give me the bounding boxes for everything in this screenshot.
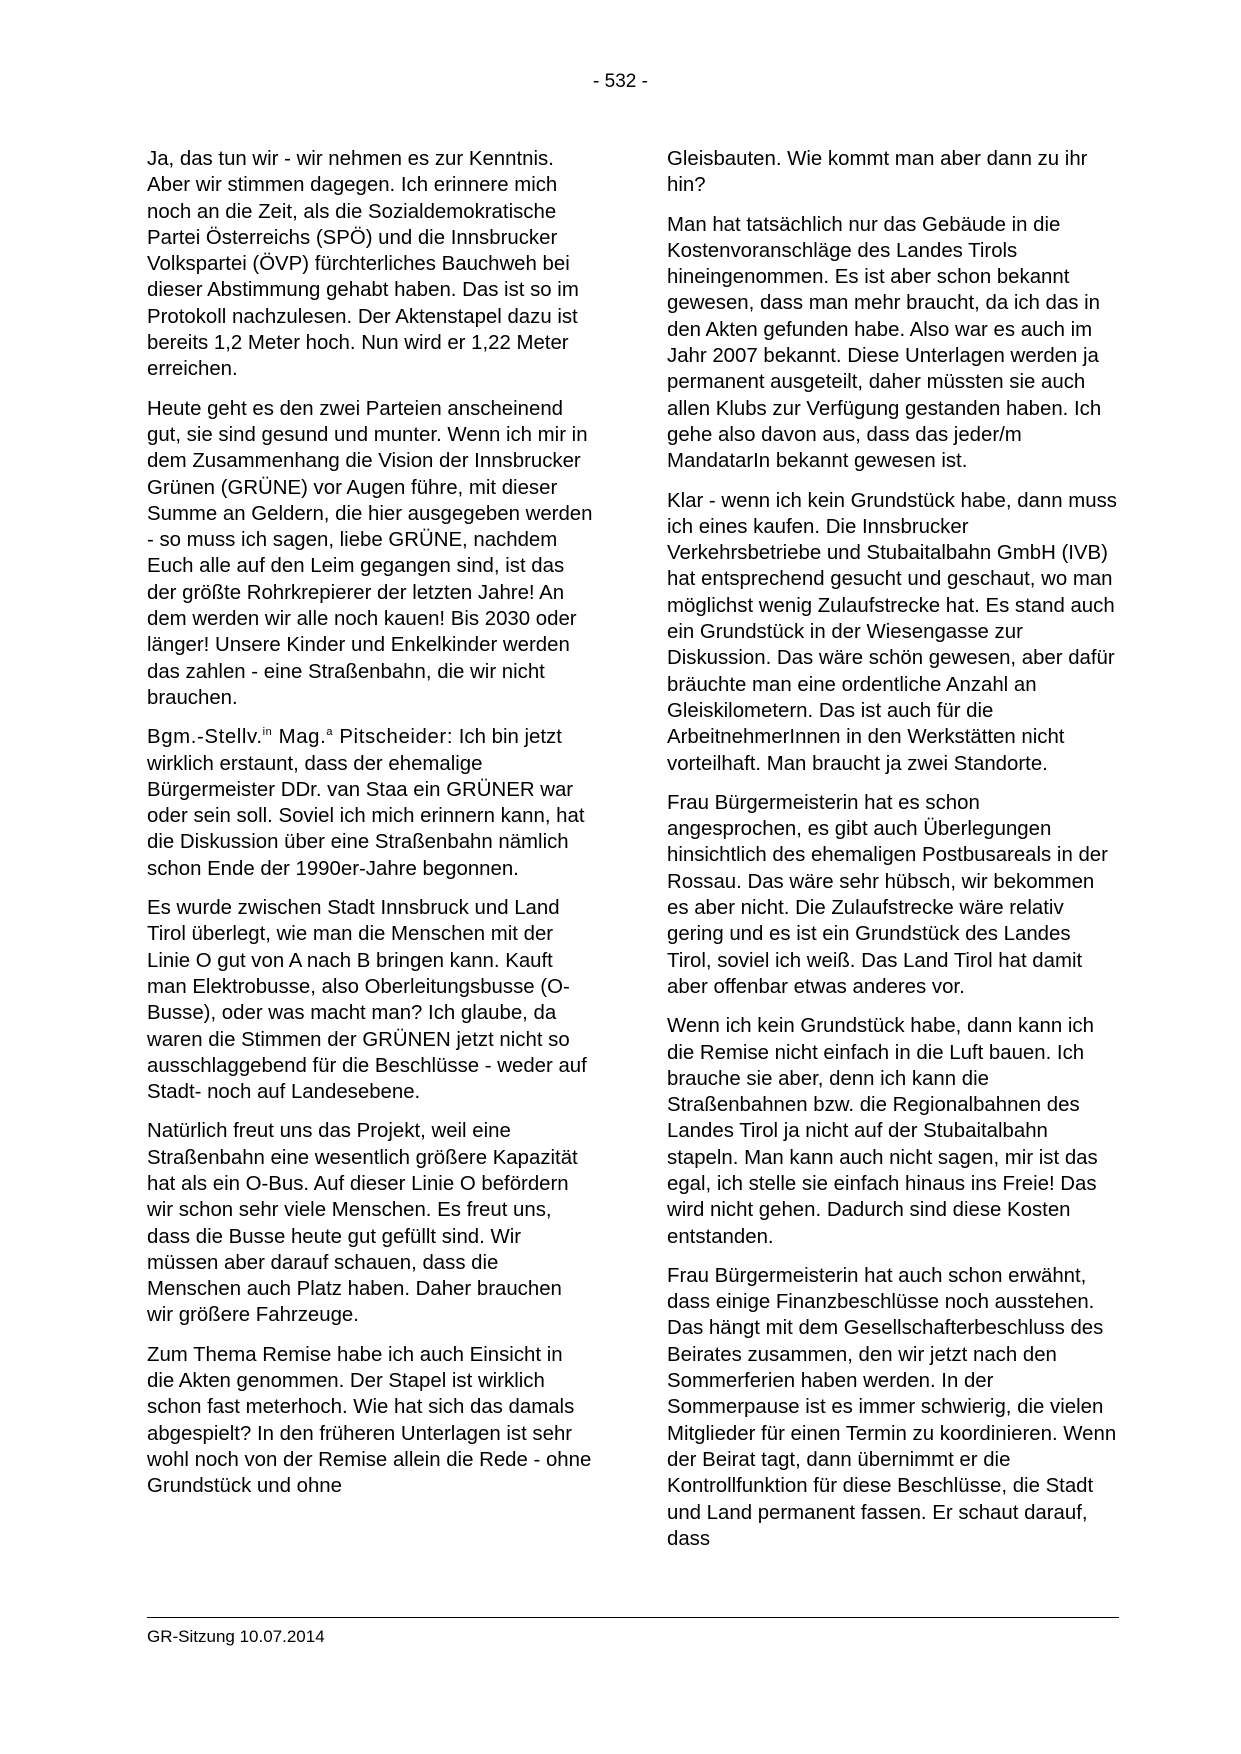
paragraph: Klar - wenn ich kein Grundstück habe, dann muss ich eines kaufen. Die Innsbrucker Verkehrsbetriebe und Stubaitalbahn GmbH (IVB) hat entsprechend gesucht und geschaut, wo man möglichst wenig Zulaufstrecke hat. Es stand auch ein Grundstück in der Wiesengasse zur Diskussion. Das wäre schön gewesen, aber dafür bräuchte man eine ordentliche Anzahl an Gleiskilometern. Das ist auch für die ArbeitnehmerInnen in den Werkstätten nicht vorteilhaft. Man braucht ja zwei Standorte. xyxy=(667,489,1117,775)
superscript: a xyxy=(326,726,334,739)
speaker-title: Bgm.-Stellv. xyxy=(147,726,263,749)
paragraph: Natürlich freut uns das Projekt, weil eine Straßenbahn eine wesentlich größere Kapazität hat als ein O-Bus. Auf dieser Linie O befördern wir schon sehr viele Menschen. Es freut uns, dass die Busse heute gut gefüllt sind. Wir müssen aber darauf schauen, dass die Menschen auch Platz haben. Daher brauchen wir größere Fahrzeuge. xyxy=(147,1120,578,1327)
paragraph: Zum Thema Remise habe ich auch Einsicht in die Akten genommen. Der Stapel ist wirklich schon fast meterhoch. Wie hat sich das damals abgespielt? In den früheren Unterlagen ist sehr wohl noch von der Remise allein die Rede - ohne Grundstück und ohne xyxy=(147,1343,592,1498)
page-number: - 532 - xyxy=(593,71,648,92)
paragraph: Man hat tatsächlich nur das Gebäude in die Kostenvoranschläge des Landes Tirols hineingenommen. Es ist aber schon bekannt gewesen, dass man mehr braucht, da ich das in den Akten gefunden habe. Also war es auch im Jahr 2007 bekannt. Diese Unterlagen werden ja permanent ausgeteilt, daher müssten sie auch allen Klubs zur Verfügung gestanden haben. Ich gehe also davon aus, dass das jeder/m MandatarIn bekannt gewesen ist. xyxy=(667,213,1102,473)
paragraph: Frau Bürgermeisterin hat auch schon erwähnt, dass einige Finanzbeschlüsse noch ausstehen. Das hängt mit dem Gesellschafterbeschluss des Beirates zusammen, den wir jetzt nach den Sommerferien haben werden. In der Sommerpause ist es immer schwierig, die vielen Mitglieder für einen Termin zu koordinieren. Wenn der Beirat tagt, dann übernimmt er die Kontrollfunktion für diese Beschlüsse, die Stadt und Land permanent fassen. Er schaut darauf, dass xyxy=(667,1264,1117,1550)
paragraph: Heute geht es den zwei Parteien anscheinend gut, sie sind gesund und munter. Wenn ich mir in dem Zusammenhang die Vision der Innsbrucker Grünen (GRÜNE) vor Augen führe, mit dieser Summe an Geldern, die hier ausgegeben werden - so muss ich sagen, liebe GRÜNE, nachdem Euch alle auf den Leim gegangen sind, ist das der größte Rohrkrepierer der letzten Jahre! An dem werden wir alle noch kauen! Bis 2030 oder länger! Unsere Kinder und Enkelkinder werden das zahlen - eine Straßenbahn, die wir nicht brauchen. xyxy=(147,397,593,709)
speech-text: Ich bin jetzt wirklich erstaunt, dass der ehemalige Bürgermeister DDr. van Staa ein GRÜNER war oder sein soll. Soviel ich mich erinnern kann, hat die Diskussion über eine Straßenbahn nämlich schon Ende der 1990er-Jahre begonnen. xyxy=(147,726,585,880)
paragraph: Wenn ich kein Grundstück habe, dann kann ich die Remise nicht einfach in die Luft bauen. Ich brauche sie aber, denn ich kann die Straßenbahnen bzw. die Regionalbahnen des Landes Tirol ja nicht auf der Stubaitalbahn stapeln. Man kann auch nicht sagen, mir ist das egal, ich stelle sie einfach hinaus ins Freie! Das wird nicht gehen. Dadurch sind diese Kosten entstanden. xyxy=(667,1015,1098,1248)
paragraph: Gleisbauten. Wie kommt man aber dann zu ihr hin? xyxy=(667,148,1088,197)
footer-divider xyxy=(147,1617,1119,1618)
paragraph: Ja, das tun wir - wir nehmen es zur Kenntnis. Aber wir stimmen dagegen. Ich erinnere mich noch an die Zeit, als die Sozialdemokratische Partei Österreichs (SPÖ) und die Innsbrucker Volkspartei (ÖVP) fürchterliches Bauchweh bei dieser Abstimmung gehabt haben. Das ist so im Protokoll nachzulesen. Der Aktenstapel dazu ist bereits 1,2 Meter hoch. Nun wird er 1,22 Meter erreichen. xyxy=(147,148,579,381)
paragraph: Es wurde zwischen Stadt Innsbruck und Land Tirol überlegt, wie man die Menschen mit der Linie O gut von A nach B bringen kann. Kauft man Elektrobusse, also Oberleitungsbusse (O-Busse), oder was macht man? Ich glaube, da waren die Stimmen der GRÜNEN jetzt nicht so ausschlaggebend für die Beschlüsse - weder auf Stadt- noch auf Landesebene. xyxy=(147,897,587,1104)
speaker-surname: Pitscheider: xyxy=(333,726,454,749)
footer-session-date: GR-Sitzung 10.07.2014 xyxy=(147,1627,325,1646)
speaker-paragraph xyxy=(147,724,593,882)
speaker-name xyxy=(147,726,453,748)
superscript: in xyxy=(262,726,273,739)
left-column xyxy=(147,146,593,1513)
right-column xyxy=(667,146,1117,1565)
speaker-degree: Mag. xyxy=(272,726,327,749)
paragraph: Frau Bürgermeisterin hat es schon angesprochen, es gibt auch Überlegungen hinsichtlich des ehemaligen Postbusareals in der Rossau. Das wäre sehr hübsch, wir bekommen es aber nicht. Die Zulaufstrecke wäre relativ gering und es ist ein Grundstück des Landes Tirol, soviel ich weiß. Das Land Tirol hat damit aber offenbar etwas anderes vor. xyxy=(667,791,1108,998)
